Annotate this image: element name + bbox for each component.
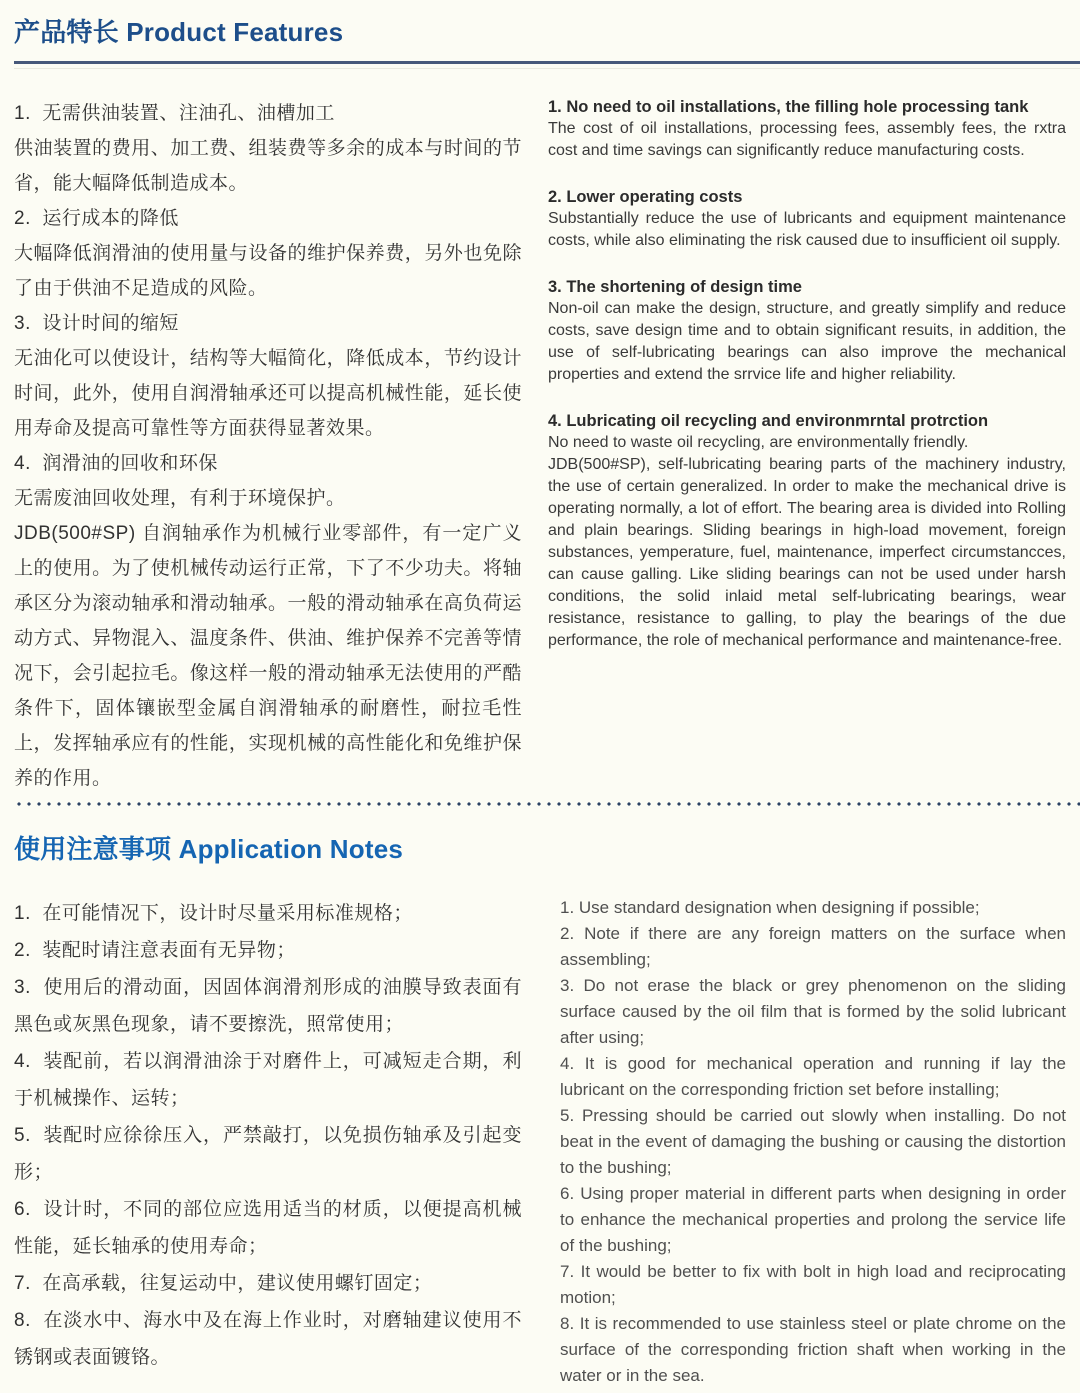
- feature-en-body-4: No need to waste oil recycling, are environmentally friendly.: [548, 434, 969, 451]
- features-section-title: 产品特长 Product Features: [14, 17, 344, 47]
- note-zh-item-1: 1. 在可能情况下，设计时尽量采用标准规格；: [14, 903, 413, 924]
- feature-en-heading-4: 4. Lubricating oil recycling and environmrntal protrction: [548, 412, 989, 430]
- notes-english-column: [548, 895, 1066, 1389]
- feature-en-heading-2: 2. Lower operating costs: [548, 188, 743, 206]
- feature-zh-body-1: 供油装置的费用、加工费、组装费等多余的成本与时间的节省，能大幅降低制造成本。: [14, 138, 522, 194]
- notes-columns: [14, 895, 1066, 1389]
- note-en-item-6: 6. Using proper material in different parts when designing in order to enhance the mechanical properties and prolong the service life of the bushing;: [560, 1184, 1066, 1255]
- feature-zh-heading-1: 1. 无需供油装置、注油孔、油槽加工: [14, 103, 335, 124]
- features-columns: [14, 96, 1066, 801]
- feature-zh-body-2: 大幅降低润滑油的使用量与设备的维护保养费，另外也免除了由于供油不足造成的风险。: [14, 243, 522, 299]
- note-en-item-4: 4. It is good for mechanical operation and running if lay the lubricant on the corresponding friction set before installing;: [560, 1054, 1066, 1099]
- feature-zh-heading-3: 3. 设计时间的缩短: [14, 313, 179, 334]
- feature-en-heading-3: 3. The shortening of design time: [548, 278, 802, 296]
- note-zh-item-6: 6. 设计时，不同的部位应选用适当的材质，以便提高机械性能，延长轴承的使用寿命；: [14, 1199, 522, 1257]
- features-zh-closing-paragraph: JDB(500#SP) 自润轴承作为机械行业零部件，有一定广义上的使用。为了使机械传动运行正常，下了不少功夫。将轴承区分为滚动轴承和滑动轴承。一般的滑动轴承在高负荷运动方式、异物混入、温度条件、供油、维护保养不完善等情况下，会引起拉毛。像这样一般的滑动轴承无法使用的严酷条件下，固体镶嵌型金属自润滑轴承的耐磨性，耐拉毛性上，发挥轴承应有的性能，实现机械的高性能化和免维护保养的作用。: [14, 523, 522, 789]
- note-en-item-2: 2. Note if there are any foreign matters on the surface when assembling;: [560, 924, 1066, 969]
- features-title-rule-shadow: [14, 68, 1080, 69]
- features-title-rule: [14, 61, 1080, 64]
- note-en-item-7: 7. It would be better to fix with bolt in high load and reciprocating motion;: [560, 1262, 1066, 1307]
- feature-en-body-4-continued: JDB(500#SP), self-lubricating bearing parts of the machinery industry, the use of certain generalized. In order to make the mechanical drive is operating normally, a lot of effort. The bearing area is divided into Rolling and plain bearings. Sliding bearings in high-load movement, foreign substances, yemperature, fuel, maintenance, imperfect circumstancces, can cause galling. Like sliding bearings can not be used under harsh conditions, the solid inlaid metal self-lubricating bearings, wear resistance, resistance to galling, to play the bearings of the due performance, the role of mechanical performance and maintenance-free.: [548, 456, 1066, 649]
- feature-zh-heading-4: 4. 润滑油的回收和环保: [14, 453, 218, 474]
- features-english-column: [548, 96, 1066, 801]
- feature-en-section-2: [548, 186, 1066, 252]
- feature-en-body-2: Substantially reduce the use of lubricants and equipment maintenance costs, while also eliminating the risk caused due to insufficient oil supply.: [548, 210, 1066, 249]
- note-zh-item-7: 7. 在高承载，往复运动中，建议使用螺钉固定；: [14, 1273, 433, 1294]
- note-zh-item-8: 8. 在淡水中、海水中及在海上作业时，对磨轴建议使用不锈钢或表面镀铬。: [14, 1310, 522, 1368]
- feature-en-body-1: The cost of oil installations, processing fees, assembly fees, the rxtra cost and time savings can significantly reduce manufacturing costs.: [548, 120, 1066, 159]
- feature-zh-body-3: 无油化可以使设计，结构等大幅简化，降低成本，节约设计时间，此外，使用自润滑轴承还可以提高机械性能，延长使用寿命及提高可靠性等方面获得显著效果。: [14, 348, 522, 439]
- note-en-item-8: 8. It is recommended to use stainless steel or plate chrome on the surface of the corresponding friction shaft when working in the water or in the sea.: [560, 1314, 1066, 1385]
- notes-section-title: 使用注意事项 Application Notes: [14, 834, 404, 864]
- note-zh-item-3: 3. 使用后的滑动面，因固体润滑剂形成的油膜导致表面有黑色或灰黑色现象，请不要擦洗，照常使用；: [14, 977, 522, 1035]
- feature-zh-heading-2: 2. 运行成本的降低: [14, 208, 179, 229]
- notes-chinese-column: [14, 895, 522, 1389]
- feature-zh-body-4: 无需废油回收处理，有利于环境保护。: [14, 488, 346, 509]
- feature-en-heading-1: 1. No need to oil installations, the filling hole processing tank: [548, 98, 1029, 116]
- feature-en-section-1: [548, 96, 1066, 162]
- feature-en-body-3: Non-oil can make the design, structure, and greatly simplify and reduce costs, save design time and to obtain significant resuits, in addition, the use of self-lubricating bearings can also improve the mechanical properties and extend the srrvice life and higher reliability.: [548, 300, 1066, 383]
- note-en-item-1: 1. Use standard designation when designing if possible;: [560, 898, 980, 917]
- note-en-item-5: 5. Pressing should be carried out slowly when installing. Do not beat in the event of damaging the bushing or causing the distortion to the bushing;: [560, 1106, 1066, 1177]
- dotted-divider: [14, 801, 1080, 807]
- features-chinese-column: [14, 96, 522, 801]
- note-zh-item-4: 4. 装配前，若以润滑油涂于对磨件上，可减短走合期，利于机械操作、运转；: [14, 1051, 522, 1109]
- note-en-item-3: 3. Do not erase the black or grey phenomenon on the sliding surface caused by the oil film that is formed by the solid lubricant after using;: [560, 976, 1066, 1047]
- feature-en-section-4: [548, 410, 1066, 652]
- note-zh-item-5: 5. 装配时应徐徐压入，严禁敲打，以免损伤轴承及引起变形；: [14, 1125, 522, 1183]
- note-zh-item-2: 2. 装配时请注意表面有无异物；: [14, 940, 296, 961]
- feature-en-section-3: [548, 276, 1066, 386]
